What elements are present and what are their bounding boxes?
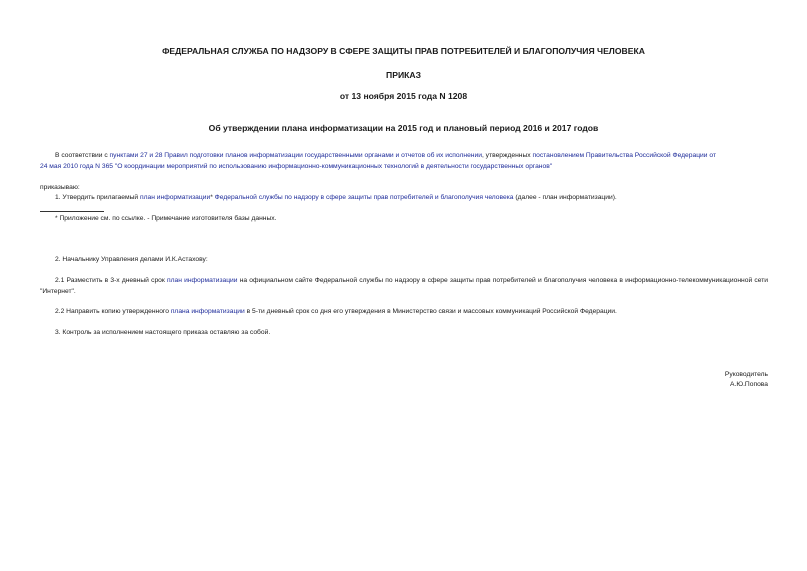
doc-type: ПРИКАЗ bbox=[386, 70, 421, 80]
item-text: на официальном сайте Федеральной службы по надзору в сфере защиты прав потребителей и благополучия человека в информационно-телекоммуникационной сети "Интернет". bbox=[40, 277, 768, 295]
doc-date-number: от 13 ноября 2015 года N 1208 bbox=[339, 91, 468, 101]
resolution-link[interactable]: постановлением Правительства Российской Федерации от bbox=[532, 152, 717, 159]
item-1 bbox=[55, 193, 617, 204]
preamble-text: В соответствии с bbox=[55, 152, 110, 159]
doc-title: Об утверждении плана информатизации на 2015 год и плановый период 2016 и 2017 годов bbox=[208, 123, 599, 133]
signature-position: Руководитель bbox=[724, 371, 768, 378]
item-text: в 5-ти дневный срок со дня его утверждения в Министерство связи и массовых коммуникаций Российской Федерации. bbox=[244, 308, 617, 315]
agency-name: ФЕДЕРАЛЬНАЯ СЛУЖБА ПО НАДЗОРУ В СФЕРЕ ЗАЩИТЫ ПРАВ ПОТРЕБИТЕЛЕЙ И БЛАГОПОЛУЧИЯ ЧЕЛОВЕКА bbox=[162, 46, 645, 56]
agency-link[interactable]: Федеральной службы по надзору в сфере защиты прав потребителей и благополучия человека bbox=[214, 194, 514, 201]
item-text: * bbox=[210, 194, 215, 201]
item-text: 2.1 Разместить в 3-х дневный срок bbox=[55, 277, 167, 284]
item-3: 3. Контроль за исполнением настоящего приказа оставляю за собой. bbox=[55, 329, 271, 336]
item-2-2 bbox=[55, 307, 617, 318]
signature-name: А.Ю.Попова bbox=[730, 381, 768, 388]
plan-link[interactable]: план информатизации bbox=[166, 277, 238, 284]
footnote: * Приложение см. по ссылке. - Примечание изготовителя базы данных. bbox=[55, 215, 277, 222]
item-2-1 bbox=[40, 276, 768, 297]
item-2: 2. Начальнику Управления делами И.К.Астахову: bbox=[55, 256, 208, 263]
preamble-line-2 bbox=[40, 162, 552, 173]
preamble-text: , утвержденных bbox=[481, 152, 533, 159]
item-text: (далее - план информатизации). bbox=[513, 194, 617, 201]
rules-link[interactable]: пунктами 27 и 28 Правил подготовки планов информатизации государственными органами и отчетов об их исполнении bbox=[109, 152, 482, 159]
resolution-link-cont[interactable]: 24 мая 2010 года N 365 "О координации мероприятий по использованию информационно-коммуникационных технологий в деятельности государственных органов" bbox=[40, 163, 553, 170]
plan-link[interactable]: план информатизации bbox=[139, 194, 211, 201]
preamble-line-1 bbox=[55, 151, 716, 162]
item-text: 2.2 Направить копию утвержденного bbox=[55, 308, 171, 315]
plan-link[interactable]: плана информатизации bbox=[170, 308, 245, 315]
order-closing: приказываю: bbox=[40, 184, 80, 191]
item-text: 1. Утвердить прилагаемый bbox=[55, 194, 140, 201]
footnote-divider bbox=[40, 211, 104, 212]
